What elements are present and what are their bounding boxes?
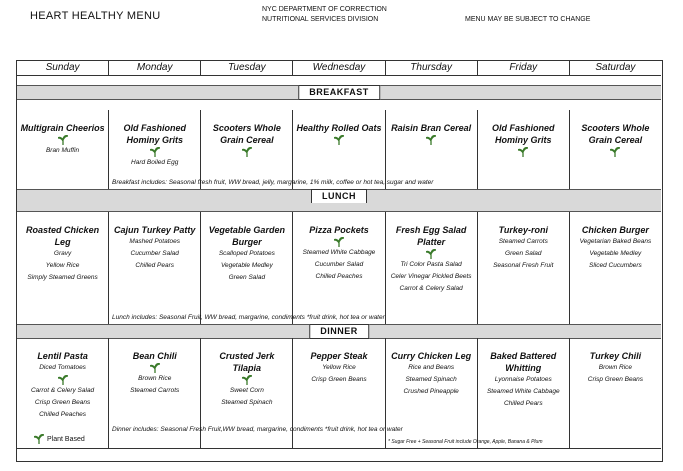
day-monday: Monday: [109, 61, 201, 75]
dish-name: Old Fashioned Hominy Grits: [123, 123, 186, 145]
side-item: Celer Vinegar Pickled Beets: [390, 273, 472, 280]
breakfast-section: [17, 110, 661, 189]
side-item: Hard Boiled Egg: [131, 159, 179, 166]
bottom-bar: [17, 448, 661, 461]
dish-name: Scooters Whole Grain Cereal: [581, 123, 650, 145]
breakfast-cell: [201, 110, 293, 189]
sprout-icon: [58, 375, 68, 385]
sprout-icon: [610, 147, 620, 157]
side-item: Seasonal Fresh Fruit: [493, 262, 554, 269]
dish-name: Turkey Chili: [589, 351, 642, 361]
sprout-icon: [242, 375, 252, 385]
breakfast-cell: [570, 110, 661, 189]
dish-name: Fresh Egg Salad Platter: [395, 225, 467, 247]
dish-name: Baked Battered Whitting: [490, 351, 557, 373]
sprout-icon: [150, 363, 160, 373]
side-item: Chilled Peaches: [39, 411, 87, 418]
lunch-band: [17, 189, 661, 204]
lunch-band-shade: [17, 203, 661, 212]
sprout-icon: [518, 147, 528, 157]
side-item: Cucumber Salad: [314, 261, 364, 268]
day-tuesday: Tuesday: [201, 61, 293, 75]
sprout-icon: [58, 135, 68, 145]
side-item: Brown Rice: [598, 364, 633, 371]
lunch-cell: [109, 212, 201, 324]
sprout-icon: [426, 249, 436, 259]
side-item: Yellow Rice: [45, 262, 80, 269]
breakfast-cell: [17, 110, 109, 189]
dish-name: Cajun Turkey Patty: [114, 225, 196, 235]
sprout-icon: [242, 147, 252, 157]
side-item: Steamed White Cabbage: [486, 388, 560, 395]
lunch-cell: [478, 212, 570, 324]
side-item: Carrot & Celery Salad: [30, 387, 95, 394]
day-thursday: Thursday: [386, 61, 478, 75]
footnote: * Sugar Free + Seasonal Fruit include Orange, Apple, Banana & Plum: [388, 439, 543, 445]
side-item: Simply Steamed Greens: [27, 274, 98, 281]
dish-name: Pepper Steak: [310, 351, 368, 361]
breakfast-cell: [478, 110, 570, 189]
side-item: Chilled Peaches: [315, 273, 363, 280]
dish-name: Turkey-roni: [498, 225, 548, 235]
dish-name: Bean Chili: [132, 351, 177, 361]
side-item: Crisp Green Beans: [34, 399, 91, 406]
dept-line-2: NUTRITIONAL SERVICES DIVISION: [262, 16, 379, 23]
day-friday: Friday: [478, 61, 570, 75]
menu-title: HEART HEALTHY MENU: [30, 10, 161, 22]
plant-based-label: Plant Based: [47, 435, 85, 443]
dept-line-1: NYC DEPARTMENT OF CORRECTION: [262, 6, 387, 13]
dinner-label: DINNER: [309, 324, 369, 339]
breakfast-band: [17, 85, 661, 100]
dish-name: Roasted Chicken Leg: [26, 225, 100, 247]
lunch-note: Lunch includes: Seasonal Fruit, WW bread, margarine, condiments *fruit drink, hot tea or water: [112, 314, 385, 321]
lunch-cell: [293, 212, 385, 324]
subject-to-change-notice: MENU MAY BE SUBJECT TO CHANGE: [465, 16, 591, 23]
side-item: Tri Color Pasta Salad: [400, 261, 462, 268]
dish-name: Curry Chicken Leg: [391, 351, 472, 361]
breakfast-cell: [109, 110, 201, 189]
dish-name: Crusted Jerk Tilapia: [219, 351, 275, 373]
side-item: Steamed Carrots: [130, 387, 180, 394]
day-header-row: [17, 61, 661, 76]
dish-name: Chicken Burger: [581, 225, 649, 235]
breakfast-note: Breakfast includes: Seasonal fresh fruit, WW bread, jelly, margarine, 1% milk, coffee or hot tea, sugar and water: [112, 179, 434, 186]
side-item: Crisp Green Beans: [587, 376, 644, 383]
dinner-band: [17, 324, 661, 339]
side-item: Crisp Green Beans: [311, 376, 367, 383]
side-item: Vegetable Medley: [220, 262, 273, 269]
dish-name: Vegetable Garden Burger: [208, 225, 285, 247]
side-item: Green Salad: [228, 274, 266, 281]
lunch-cell: [201, 212, 293, 324]
side-item: Chilled Pears: [135, 262, 175, 269]
lunch-cell: [17, 212, 109, 324]
side-item: Sweet Corn: [229, 387, 264, 394]
sprout-icon: [34, 434, 44, 444]
lunch-section: [17, 212, 661, 324]
side-item: Steamed Spinach: [405, 376, 457, 383]
breakfast-label: BREAKFAST: [298, 85, 380, 100]
sprout-icon: [150, 147, 160, 157]
side-item: Gravy: [53, 250, 72, 257]
side-item: Yellow Rice: [322, 364, 356, 371]
side-item: Vegetable Medley: [589, 250, 642, 257]
side-item: Crushed Pineapple: [403, 388, 459, 395]
side-item: Carrot & Celery Salad: [399, 285, 463, 292]
dish-name: Lentil Pasta: [37, 351, 88, 361]
lunch-label: LUNCH: [311, 189, 367, 204]
dinner-cell: [478, 338, 570, 448]
day-sunday: Sunday: [17, 61, 109, 75]
side-item: Lyonnaise Potatoes: [494, 376, 552, 383]
side-item: Bran Muffin: [45, 147, 80, 154]
day-saturday: Saturday: [595, 62, 636, 73]
dish-name: Raisin Bran Cereal: [391, 123, 472, 133]
day-wednesday: Wednesday: [293, 61, 385, 75]
sprout-icon: [334, 135, 344, 145]
dish-name: Pizza Pockets: [309, 225, 369, 235]
dish-subtitle: Diced Tomatoes: [39, 364, 86, 371]
side-item: Steamed Spinach: [221, 399, 273, 406]
department-header: [262, 5, 387, 25]
side-item: Brown Rice: [138, 375, 172, 382]
side-item: Cucumber Salad: [130, 250, 179, 257]
sprout-icon: [334, 237, 344, 247]
breakfast-cell: [386, 110, 478, 189]
dish-name: Healthy Rolled Oats: [296, 123, 382, 133]
lunch-cell: [570, 212, 661, 324]
dish-name: Old Fashioned Hominy Grits: [492, 123, 555, 145]
sprout-icon: [426, 135, 436, 145]
dinner-cell: [17, 338, 109, 448]
breakfast-cell: [293, 110, 385, 189]
side-item: Sliced Cucumbers: [589, 262, 642, 269]
side-item: Chilled Pears: [503, 400, 543, 407]
dish-name: Scooters Whole Grain Cereal: [212, 123, 281, 145]
side-item: Mashed Potatoes: [129, 238, 180, 245]
side-item: Steamed White Cabbage: [302, 249, 376, 256]
lunch-cell: [386, 212, 478, 324]
plant-based-legend: [34, 434, 85, 444]
dinner-cell: [570, 338, 661, 448]
dish-name: Multigrain Cheerios: [20, 123, 105, 133]
side-item: Rice and Beans: [408, 364, 455, 371]
side-item: Green Salad: [505, 250, 542, 257]
side-item: Steamed Carrots: [498, 238, 548, 245]
side-item: Scalloped Potatoes: [218, 250, 275, 257]
dinner-note: Dinner includes: Seasonal Fresh Fruit,WW bread, margarine, condiments *fruit drink, hot tea or water: [112, 426, 403, 433]
side-item: Vegetarian Baked Beans: [579, 238, 652, 245]
